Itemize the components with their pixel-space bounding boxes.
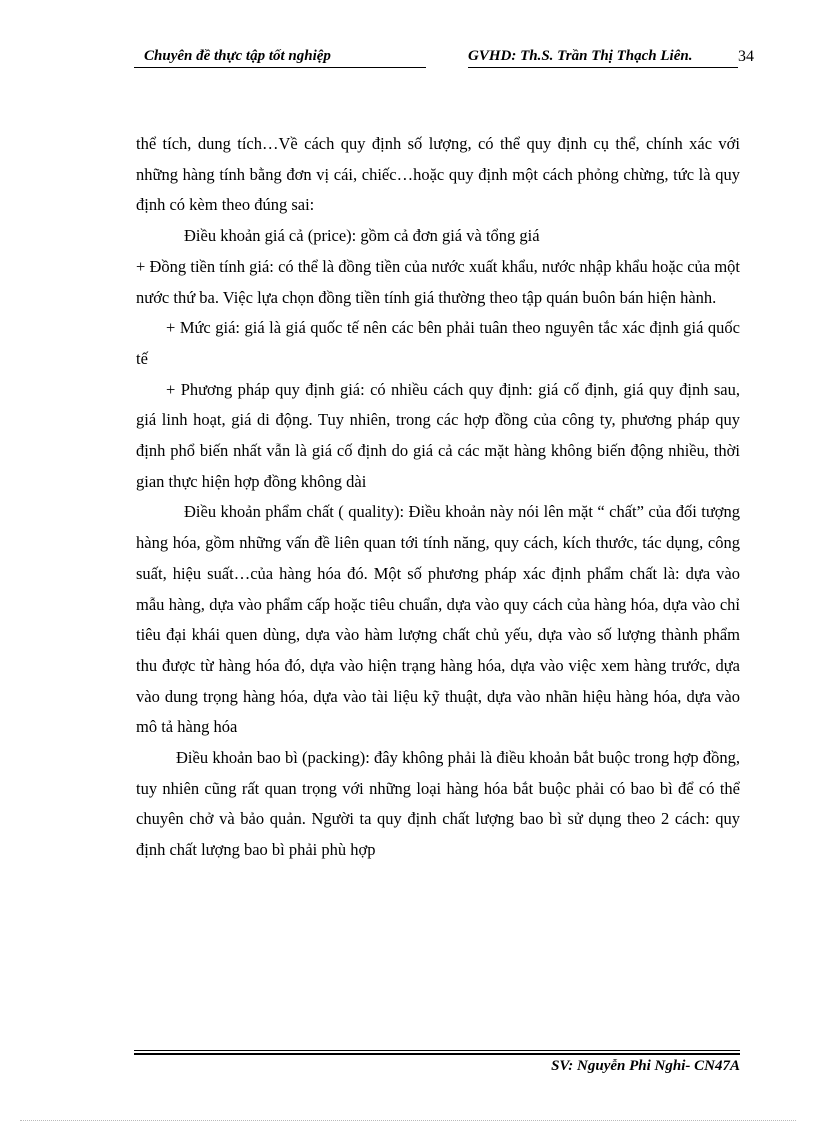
page-edge-divider xyxy=(20,1120,796,1121)
paragraph-currency: + Đồng tiền tính giá: có thể là đồng tiền của nước xuất khẩu, nước nhập khẩu hoặc của một nước thứ ba. Việc lựa chọn đồng tiền tính giá thường theo tập quán buôn bán hiện hành. xyxy=(136,256,740,307)
paragraph-pricing-method: + Phương pháp quy định giá: có nhiều cách quy định: giá cố định, giá quy định sau, giá linh hoạt, giá di động. Tuy nhiên, trong các hợp đồng của công ty, phương pháp quy định phổ biến nhất vẫn là giá cố định do giá cả các mặt hàng không biến động nhiều, thời gian thực hiện hợp đồng không dài xyxy=(136,379,740,491)
footer-rule-thin xyxy=(134,1050,740,1051)
paragraph-packing-clause: Điều khoản bao bì (packing): đây không phải là điều khoản bắt buộc trong hợp đồng, tuy nhiên cũng rất quan trọng với những loại hàng hóa bắt buộc phải có bao bì để có thể chuyên chở và bảo quản. Người ta quy định chất lượng bao bì sử dụng theo 2 cách: quy định chất lượng bao bì phải phù hợp xyxy=(136,748,740,860)
paragraph-price-level: + Mức giá: giá là giá quốc tế nên các bên phải tuân theo nguyên tắc xác định giá quốc tế xyxy=(136,318,740,368)
paragraph-quantity-methods: thể tích, dung tích…Về cách quy định số lượng, có thể quy định cụ thể, chính xác với những hàng tính bằng đơn vị cái, chiếc…hoặc quy định một cách phỏng chừng, tức là quy định có kèm theo đúng sai: xyxy=(136,134,740,215)
page-header xyxy=(134,48,756,72)
document-body xyxy=(136,129,740,866)
header-supervisor: GVHD: Th.S. Trần Thị Thạch Liên. xyxy=(468,48,738,68)
footer-student: SV: Nguyễn Phi Nghi- CN47A xyxy=(551,1058,740,1074)
header-report-title: Chuyên đề thực tập tốt nghiệp xyxy=(134,48,426,68)
page-number: 34 xyxy=(738,48,754,65)
paragraph-price-clause: Điều khoản giá cả (price): gồm cả đơn giá và tổng giá xyxy=(184,226,540,246)
footer-rule-thick xyxy=(134,1053,740,1055)
paragraph-quality-clause: Điều khoản phẩm chất ( quality): Điều khoản này nói lên mặt “ chất” của đối tượng hàng hóa, gồm những vấn đề liên quan tới tính năng, quy cách, kích thước, tác dụng, công suất, hiệu suất…của hàng hóa đó. Một số phương pháp xác định phẩm chất là: dựa vào mẫu hàng, dựa vào phẩm cấp hoặc tiêu chuẩn, dựa vào quy cách của hàng hóa, dựa vào chỉ tiêu đại khái quen dùng, dựa vào hàm lượng chất chủ yếu, dựa vào số lượng thành phẩm thu được từ hàng hóa đó, dựa vào hiện trạng hàng hóa, dựa vào việc xem hàng trước, dựa vào dung trọng hàng hóa, dựa vào tài liệu kỹ thuật, dựa vào nhãn hiệu hàng hóa, dựa vào mô tả hàng hóa xyxy=(136,502,740,737)
